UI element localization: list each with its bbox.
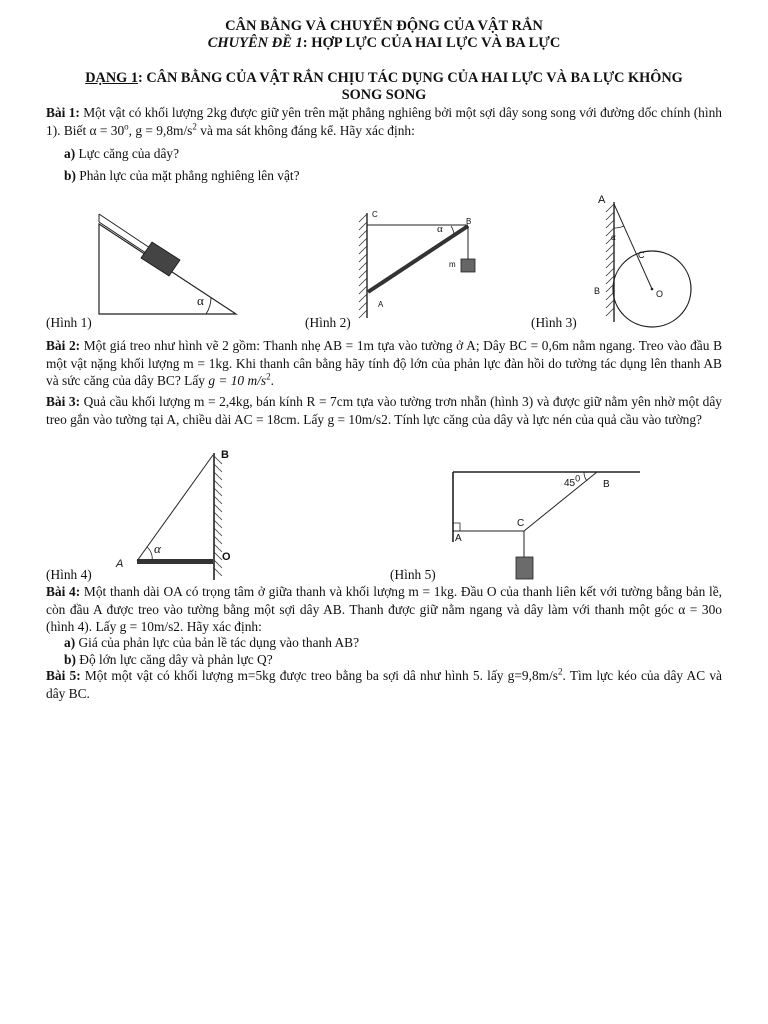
document-title: CÂN BẰNG VÀ CHUYỂN ĐỘNG CỦA VẬT RẮN	[225, 18, 543, 34]
problem-5-label: Bài 5:	[46, 668, 81, 683]
question-a-text: Lực căng của dây?	[75, 146, 180, 161]
problem-3-text: Quả cầu khối lượng m = 2,4kg, bán kính R = 7cm tựa vào tường trơn nhẵn (hình 3) và được giữ nằm yên nhờ một dây treo gắn vào tường tại A, chiều dài AC = 18cm. Lấy g = 10m/s2. Tính lực căng của dây và lực nén của quả cầu vào tường?	[46, 394, 722, 427]
question-a-text: Giá của phản lực của bản lề tác dụng vào thanh AB?	[75, 635, 360, 650]
figure-2-label-a: A	[378, 300, 384, 309]
figure-4-label-b: B	[221, 449, 229, 461]
figure-2-label-b: B	[466, 217, 472, 226]
problem-4-question-b	[64, 651, 273, 668]
problem-1-text-c: và ma sát không đáng kể. Hãy xác định:	[196, 122, 415, 138]
square-mark: 2	[558, 666, 563, 677]
section-title-line2: SONG SONG	[341, 87, 427, 103]
angle-value: 45	[564, 478, 576, 489]
problem-2-label: Bài 2:	[46, 338, 81, 353]
question-b-label: b)	[64, 652, 76, 667]
problem-4-question-a	[64, 634, 359, 651]
figure-5-angle	[564, 473, 581, 492]
question-a-label: a)	[64, 146, 76, 161]
figure-2-alpha: α	[437, 223, 443, 235]
problem-2-g: g = 10 m/s	[208, 373, 267, 389]
figure-1-caption: (Hình 1)	[46, 315, 92, 330]
question-a-label: a)	[64, 635, 76, 650]
figure-4-label-o: O	[222, 551, 231, 563]
figure-3-caption: (Hình 3)	[531, 315, 577, 330]
figure-4-label-a: A	[116, 558, 124, 570]
problem-5	[46, 667, 722, 702]
section-title-line1: : CÂN BẰNG CỦA VẬT RẮN CHỊU TÁC DỤNG CỦA HAI LỰC VÀ BA LỰC KHÔNG	[138, 70, 683, 86]
problem-4-text: Một thanh dài OA có trọng tâm ở giữa thanh và khối lượng m = 1kg. Đầu O của thanh liên kết với tường bằng bản lề, còn đầu A được treo vào tường bằng một sợi dây AB. Thanh được giữ nằm ngang và dây làm với thanh một góc α = 30o (hình 4). Lấy g = 10m/s2. Hãy xác định:	[46, 584, 723, 635]
square-mark: 2	[192, 121, 197, 132]
problem-1-text-a: Một vật có khối lượng 2kg được giữ yên trên mặt phẳng nghiêng bởi một sợi dây song song với đường dốc chính (hình 1). Biết α = 30	[46, 105, 722, 138]
problem-4	[46, 583, 722, 636]
square-mark: 2	[266, 371, 271, 382]
figure-3-alpha: α	[611, 232, 616, 242]
problem-1-label: Bài 1:	[46, 105, 80, 120]
subtitle-rest: : HỢP LỰC CỦA HAI LỰC VÀ BA LỰC	[302, 35, 561, 51]
degree-mark: o	[124, 121, 129, 132]
problem-4-label: Bài 4:	[46, 584, 81, 599]
figure-3-label-b: B	[594, 286, 601, 296]
question-b-text: Phản lực của mặt phẳng nghiêng lên vật?	[75, 168, 300, 183]
problem-1-text-b: , g = 9,8m/s	[128, 122, 193, 138]
figure-5-label-c: C	[517, 518, 525, 529]
figure-5-label-b: B	[603, 479, 610, 490]
figure-1-alpha: α	[197, 293, 204, 308]
question-b-text: Độ lớn lực căng dây và phản lực Q?	[75, 652, 273, 667]
problem-3-label: Bài 3:	[46, 394, 81, 409]
problem-2-end: .	[270, 373, 274, 389]
problem-5-text-b: . Tìm lực kéo của dây AC và dây BC.	[46, 668, 722, 701]
section-label: DẠNG 1	[85, 70, 139, 86]
figure-3-label-a: A	[598, 194, 606, 206]
question-b-label: b)	[64, 168, 76, 183]
figure-4-caption: (Hình 4)	[46, 567, 92, 582]
figure-3-label-o: O	[656, 289, 664, 299]
problem-2-text: Một giá treo như hình vẽ 2 gồm: Thanh nhẹ AB = 1m tựa vào tường ở A; Dây BC = 0,6m nằm ngang. Treo vào đầu B một vật nặng khối lượng m = 1kg. Khi thanh cân bằng hãy tính độ lớn của phản lực đàn hồi do tường tác dụng lên thanh AB và sức căng của dây BC? Lấy	[46, 338, 722, 389]
figure-5-label-a: A	[455, 533, 462, 544]
figure-2-label-m: m	[449, 260, 456, 269]
figure-2-caption: (Hình 2)	[305, 315, 351, 330]
problem-5-text-a: Một một vật có khối lượng m=5kg được treo bằng ba sợi dâ như hình 5. lấy g=9,8m/s	[80, 668, 559, 683]
subtitle-prefix: CHUYÊN ĐỀ 1	[207, 35, 303, 51]
figure-2-label-c: C	[372, 210, 378, 219]
angle-degree: 0	[575, 473, 581, 484]
figure-5-caption: (Hình 5)	[390, 567, 436, 582]
figure-4-alpha: α	[154, 541, 161, 556]
figure-3-label-c: C	[638, 250, 645, 260]
